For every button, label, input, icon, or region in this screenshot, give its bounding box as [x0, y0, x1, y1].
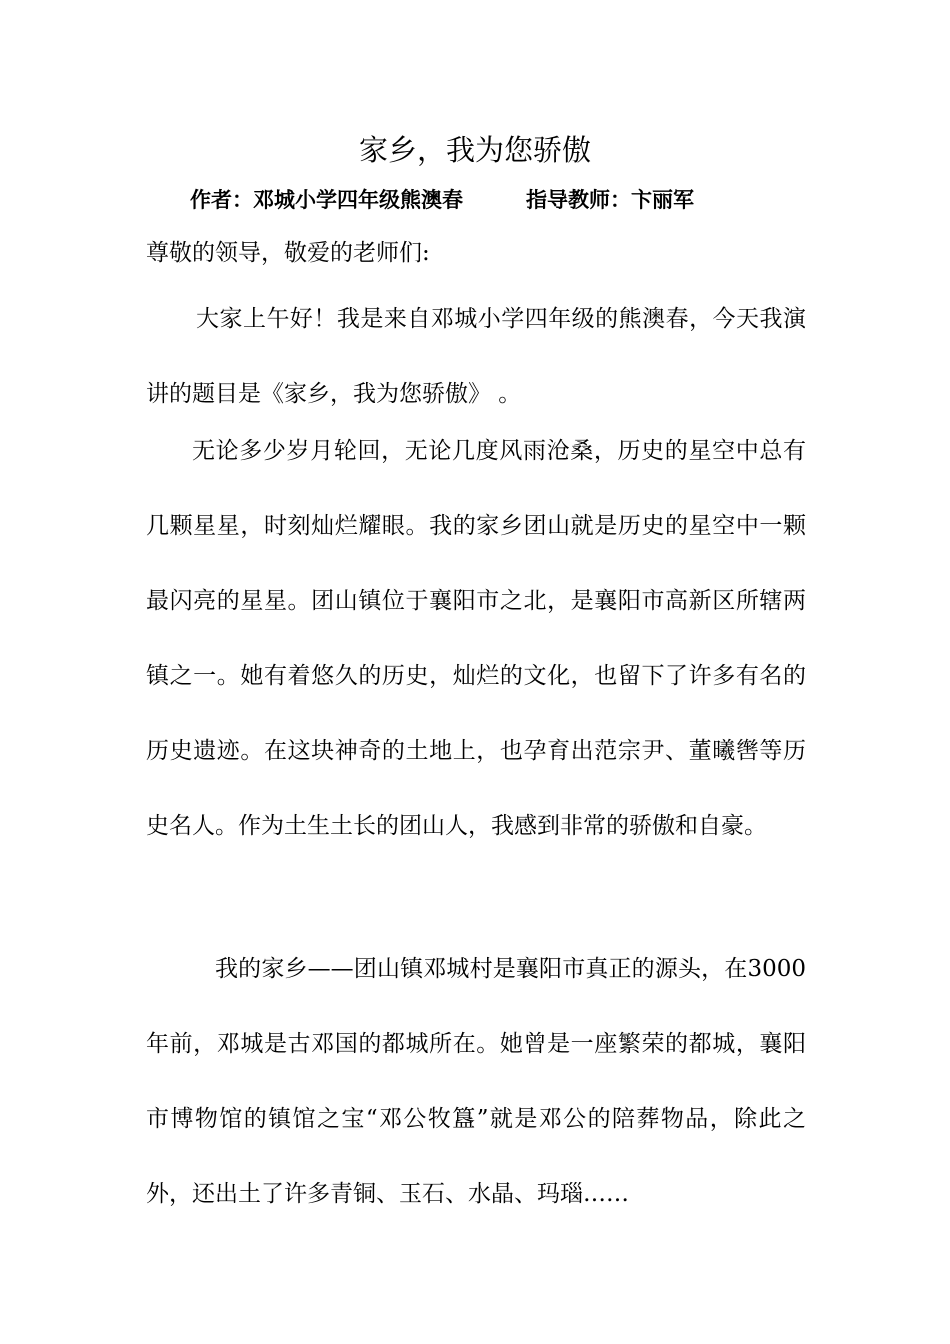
paragraph-2: 无论多少岁月轮回，无论几度风雨沧桑，历史的星空中总有几颗星星，时刻灿烂耀眼。我的家乡团山就是历史的星空中一颗最闪亮的星星。团山镇位于襄阳市之北，是襄阳市高新区所辖两镇之一。她有着悠久的历史，灿烂的文化，也留下了许多有名的历史遗迹。在这块神奇的土地上，也孕育出范宗尹、董曦辔等历史名人。作为土生土长的团山人，我感到非常的骄傲和自豪。	[146, 438, 806, 839]
teacher-line: 指导教师：卞丽军	[526, 188, 694, 212]
author-line: 作者：邓城小学四年级熊澳春	[190, 188, 463, 212]
paragraph-1: 大家上午好！我是来自邓城小学四年级的熊澳春，今天我演讲的题目是《家乡，我为您骄傲》 。	[146, 306, 806, 407]
paragraph-3: 我的家乡——团山镇邓城村是襄阳市真正的源头，在3000年前，邓城是古邓国的都城所在。她曾是一座繁荣的都城，襄阳市博物馆的镇馆之宝“邓公牧簋”就是邓公的陪葬物品，除此之外，还出土了许多青铜、玉石、水晶、玛瑙……	[146, 956, 806, 1207]
greeting: 尊敬的领导，敬爱的老师们:	[146, 240, 430, 266]
document-title: 家乡，我为您骄傲	[358, 133, 591, 167]
byline	[190, 184, 694, 216]
